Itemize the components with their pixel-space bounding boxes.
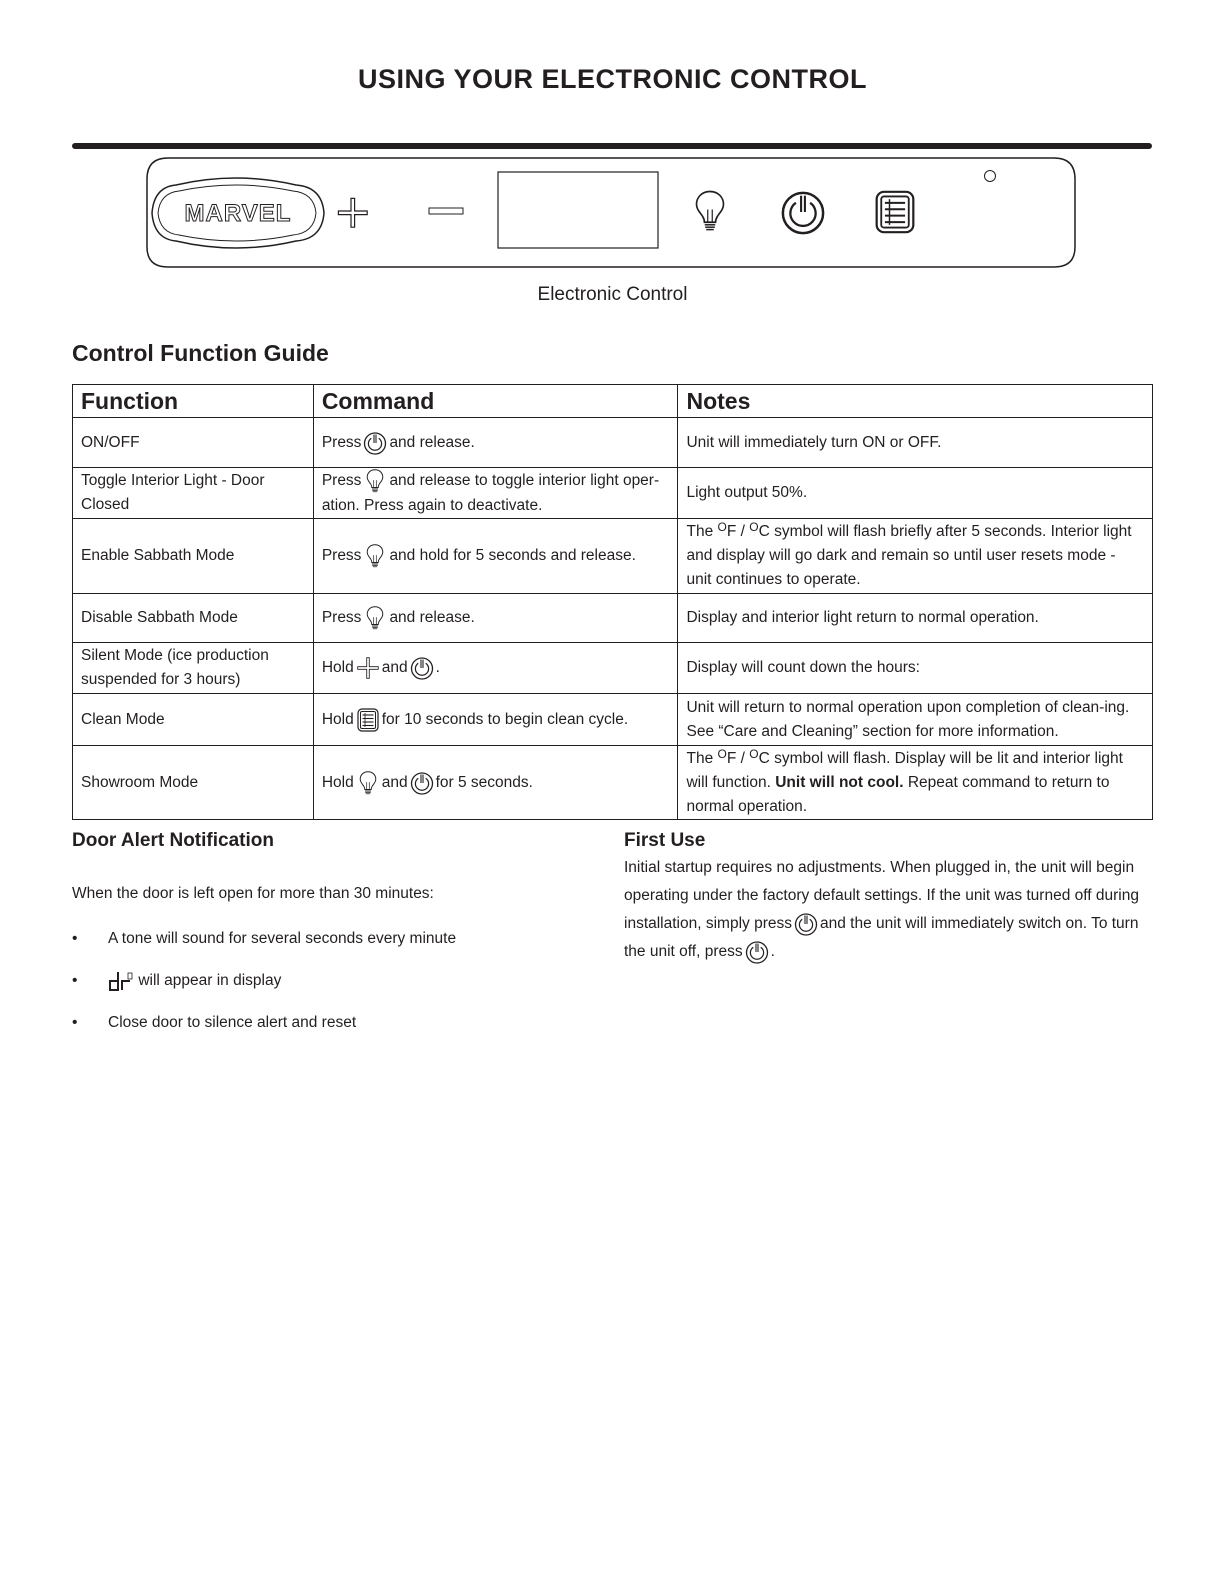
command-text: . <box>435 659 440 677</box>
header-function: Function <box>73 385 314 418</box>
notes-text: C symbol will flash briefly after 5 seconds. Interior light and display will go dark and remain so until user resets mode - unit continues to operate. <box>686 523 1132 588</box>
guide-title: Control Function Guide <box>72 340 329 366</box>
table-row <box>73 746 1153 820</box>
first-use-text <box>624 854 1164 966</box>
page-title: USING YOUR ELECTRONIC CONTROL <box>357 64 868 94</box>
plus-icon <box>356 655 380 681</box>
first-use-text-part: and the unit will immediately switch on. To turn the unit off, press <box>624 915 1139 960</box>
command-text: and release to toggle interior light oper-ation. Press again to deactivate. <box>321 472 660 514</box>
degree-symbol: O <box>749 520 759 534</box>
notes-text: Repeat command to return to normal operation. <box>686 773 1110 815</box>
command-text: Press <box>321 609 362 627</box>
notes-text: C symbol will flash. Display will be lit and interior light will function. <box>686 749 1123 791</box>
clean-menu-icon <box>356 707 380 733</box>
door-alert-list <box>72 926 592 1052</box>
power-icon <box>363 430 387 456</box>
door-alert-title: Door Alert Notification <box>72 830 274 851</box>
row-function: ON/OFF <box>73 418 314 468</box>
power-icon <box>410 655 434 681</box>
table-row <box>73 594 1153 643</box>
power-icon <box>794 911 818 937</box>
row-notes: Unit will immediately turn ON or OFF. <box>678 418 1153 468</box>
table-row <box>73 643 1153 694</box>
row-notes: Unit will return to normal operation upon completion of clean-ing. See “Care and Cleaning” section for more information. <box>678 694 1153 746</box>
table-row <box>73 519 1153 594</box>
table-row <box>73 694 1153 746</box>
door-alert-section <box>72 828 592 1052</box>
header-command: Command <box>313 385 678 418</box>
table-row <box>73 418 1153 468</box>
row-function: Disable Sabbath Mode <box>73 594 314 643</box>
command-text: and hold for 5 seconds and release. <box>389 547 636 565</box>
row-command <box>313 643 678 694</box>
light-bulb-icon <box>356 770 380 796</box>
degree-symbol: O <box>749 746 759 761</box>
table-header-row <box>73 385 1153 418</box>
header-rule <box>72 143 1152 149</box>
control-function-table <box>72 384 1153 820</box>
row-notes <box>678 519 1153 594</box>
row-function: Toggle Interior Light - Door Closed <box>73 468 314 519</box>
list-item: • A tone will sound for several seconds every minute <box>72 926 592 968</box>
command-text: Hold <box>321 773 354 791</box>
warning-text: Unit will not cool. <box>775 773 904 791</box>
row-function: Silent Mode (ice production suspended for 3 hours) <box>73 643 314 694</box>
command-text: Hold <box>321 659 354 677</box>
row-notes <box>678 746 1153 820</box>
table-row <box>73 468 1153 519</box>
dr-display-icon <box>108 970 134 992</box>
row-notes: Light output 50%. <box>678 468 1153 519</box>
row-function: Showroom Mode <box>73 746 314 820</box>
list-item-text: will appear in display <box>138 972 282 989</box>
control-panel-illustration <box>146 157 1076 268</box>
power-icon <box>745 939 769 965</box>
notes-text: The <box>686 523 714 540</box>
row-command <box>313 519 678 594</box>
degree-symbol: O <box>717 520 727 534</box>
row-command <box>313 418 678 468</box>
command-text: Press <box>321 547 362 565</box>
row-command <box>313 594 678 643</box>
row-command <box>313 746 678 820</box>
power-icon <box>410 770 434 796</box>
notes-text: The <box>686 749 714 767</box>
degree-symbol: O <box>717 746 727 761</box>
first-use-text-part: Initial startup requires no adjustments. When plugged in, the unit will begin operating under the factory default settings. If the unit was turned off during installation, simply press <box>624 859 1139 932</box>
light-bulb-icon <box>363 468 387 494</box>
first-use-title: First Use <box>624 830 706 851</box>
row-command <box>313 694 678 746</box>
row-function: Clean Mode <box>73 694 314 746</box>
command-text: for 5 seconds. <box>435 773 533 791</box>
command-text: and <box>381 659 408 677</box>
command-text: and release. <box>389 609 475 627</box>
light-bulb-icon <box>363 605 387 631</box>
command-text: and release. <box>389 433 475 451</box>
first-use-section <box>624 828 1164 966</box>
door-alert-intro: When the door is left open for more than 30 minutes: <box>72 885 434 902</box>
header-notes: Notes <box>678 385 1153 418</box>
row-function: Enable Sabbath Mode <box>73 519 314 594</box>
panel-caption: Electronic Control <box>537 284 688 305</box>
row-notes: Display will count down the hours: <box>678 643 1153 694</box>
logo-text: MARVEL <box>184 200 292 227</box>
light-bulb-icon <box>363 543 387 569</box>
notes-text: F / <box>726 749 750 767</box>
first-use-text-part: . <box>770 943 775 960</box>
list-item: • Close door to silence alert and reset <box>72 1010 592 1052</box>
list-item <box>72 968 592 1010</box>
row-command <box>313 468 678 519</box>
command-text: Press <box>321 433 362 451</box>
command-text: Hold <box>321 710 354 728</box>
row-notes: Display and interior light return to normal operation. <box>678 594 1153 643</box>
notes-text: F / <box>726 523 750 540</box>
command-text: for 10 seconds to begin clean cycle. <box>381 710 629 728</box>
command-text: and <box>381 773 408 791</box>
command-text: Press <box>321 472 362 490</box>
